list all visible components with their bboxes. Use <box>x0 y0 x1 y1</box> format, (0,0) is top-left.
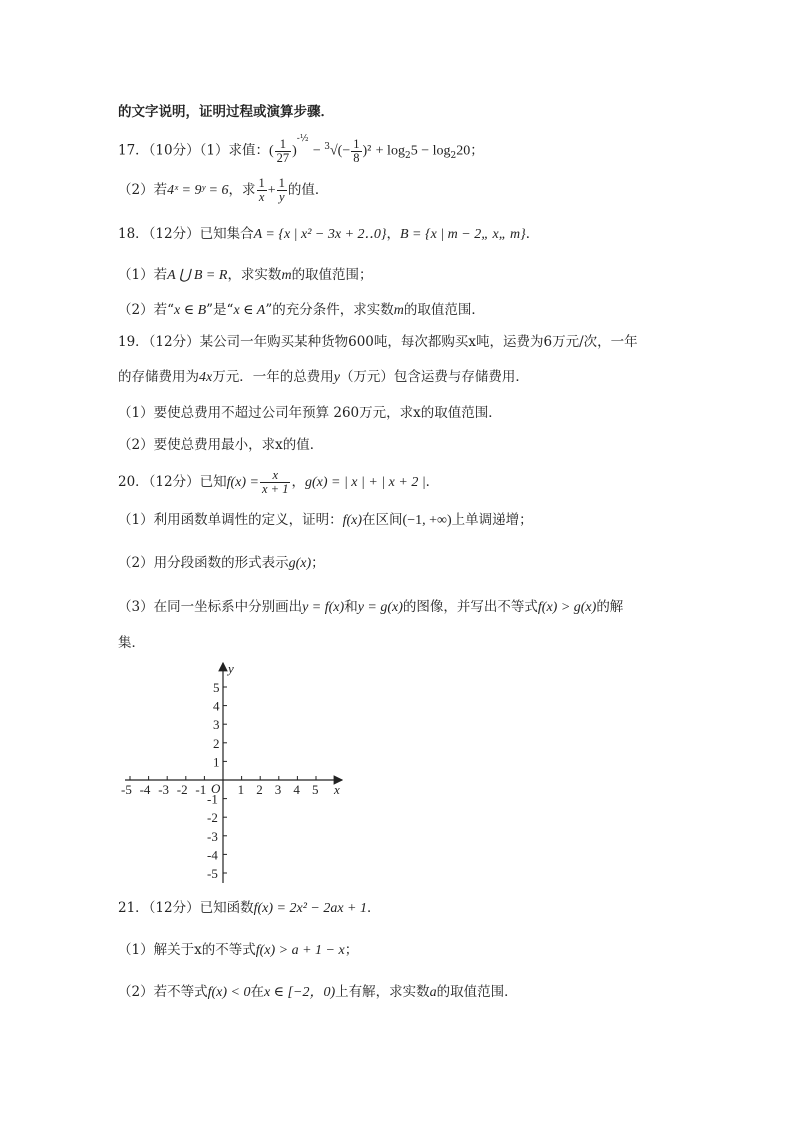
x-tick-label: -3 <box>158 782 170 797</box>
x-tick-label: 4 <box>293 782 300 797</box>
y-tick-label: 4 <box>213 698 220 714</box>
q17-frac2: $\frac{1}{8}$ <box>353 136 360 165</box>
x-tick-label: -5 <box>121 782 132 797</box>
y-tick-label: 1 <box>213 754 220 770</box>
x-tick-label: -4 <box>139 782 151 797</box>
y-tick-label: 5 <box>213 680 220 695</box>
q17-frac1: $\frac{1}{27}$ <box>276 136 290 165</box>
q17-exponent: -½ <box>296 134 309 144</box>
q20-part2: （2）用分段函数的形式表示g(x)； <box>118 555 325 571</box>
x-tick-label: 5 <box>312 782 319 797</box>
q21-part2: （2）若不等式f(x) < 0在x ∈ [−2，0)上有解，求实数a的取值范围． <box>118 984 518 1000</box>
y-tick-label: -2 <box>207 810 218 826</box>
x-tick-label: 2 <box>256 782 263 797</box>
x-tick-label: -2 <box>176 782 188 797</box>
y-tick-label: -1 <box>207 791 218 807</box>
y-tick-label: 2 <box>213 735 220 751</box>
q18-part2: （2）若“x ∈ B”是“x ∈ A”的充分条件，求实数m的取值范围． <box>118 302 485 318</box>
x-tick-label: -1 <box>195 782 207 797</box>
x-tick-label: 1 <box>237 782 245 797</box>
q20-part3-cont: 集． <box>118 635 145 651</box>
q17-log1: + log <box>375 143 405 159</box>
q17-root-index: 3 <box>324 142 330 152</box>
q18-stem: 18．（12分）已知集合A = {x | x² − 3x + 2‥0}，B = {x | m − 2„ x„ m}． <box>118 226 540 242</box>
q18-part1: （1）若A ⋃ B = R，求实数m的取值范围； <box>118 267 373 283</box>
q17-label: 17．（10分）（1）求值： <box>118 142 269 159</box>
q18-set-b: B = {x | m − 2„ x„ m} <box>399 227 526 242</box>
q19-part2: （2）要使总费用最小，求x的值． <box>118 437 324 453</box>
q17-log3: 20 <box>456 143 471 159</box>
origin-label: O <box>211 781 221 796</box>
q19-part1: （1）要使总费用不超过公司年预算 260万元，求x的取值范围． <box>118 405 502 421</box>
y-tick-label: 3 <box>213 717 220 733</box>
q20-stem: 20．（12分）已知f(x) = $\frac{x}{x + 1}$ ，g(x) = | x | + | x + 2 |． <box>118 468 440 496</box>
q17-frac4: $\frac{1}{y}$ <box>278 176 285 204</box>
coordinate-grid <box>110 655 360 890</box>
q21-part1: （1）解关于x的不等式f(x) > a + 1 − x； <box>118 942 359 958</box>
q17-log2: 5 − log <box>410 143 451 159</box>
q17-part1: 17．（10分）（1）求值：( $\frac{1}{27}$ )$^{-\frac{1}{2}}$ − $^3$√(− $\frac{1}{8}$ )$^2 + \log_25 - \log_220$； <box>118 134 484 165</box>
q20-part1: （1）利用函数单调性的定义，证明：f(x)在区间(−1, +∞)上单调递增； <box>118 512 533 528</box>
y-tick-label: -5 <box>207 866 218 881</box>
q17-condition: 4ˣ = 9ʸ = 6 <box>167 183 229 198</box>
q19-line2: 的存储费用为4x万元．一年的总费用y（万元）包含运费与存储费用． <box>118 369 529 385</box>
q19-line1: 19．（12分）某公司一年购买某种货物600吨，每次都购买x吨，运费为6万元/次，一年 <box>118 334 638 350</box>
x-axis-label: x <box>334 782 340 797</box>
q21-stem: 21．（12分）已知函数f(x) = 2x² − 2ax + 1． <box>118 900 381 916</box>
q20-f-fraction: $\frac{x}{x + 1}$ <box>261 468 289 496</box>
q18-set-a: A = {x | x² − 3x + 2‥0} <box>253 227 387 242</box>
y-tick-label: -3 <box>207 828 218 844</box>
q20-part3: （3）在同一坐标系中分别画出y = f(x)和y = g(x)的图像，并写出不等式f(x) > g(x)的解 <box>118 599 624 615</box>
intro-text: 的文字说明，证明过程或演算步骤． <box>118 104 334 120</box>
q17-part2: （2）若4ˣ = 9ʸ = 6，求 $\frac{1}{x}$ + $\frac{1}{y}$ 的值． <box>118 176 329 204</box>
y-tick-label: -4 <box>207 847 218 863</box>
q17-frac3: $\frac{1}{x}$ <box>258 176 265 204</box>
y-axis-label: y <box>228 661 234 676</box>
x-tick-label: 3 <box>274 782 282 797</box>
